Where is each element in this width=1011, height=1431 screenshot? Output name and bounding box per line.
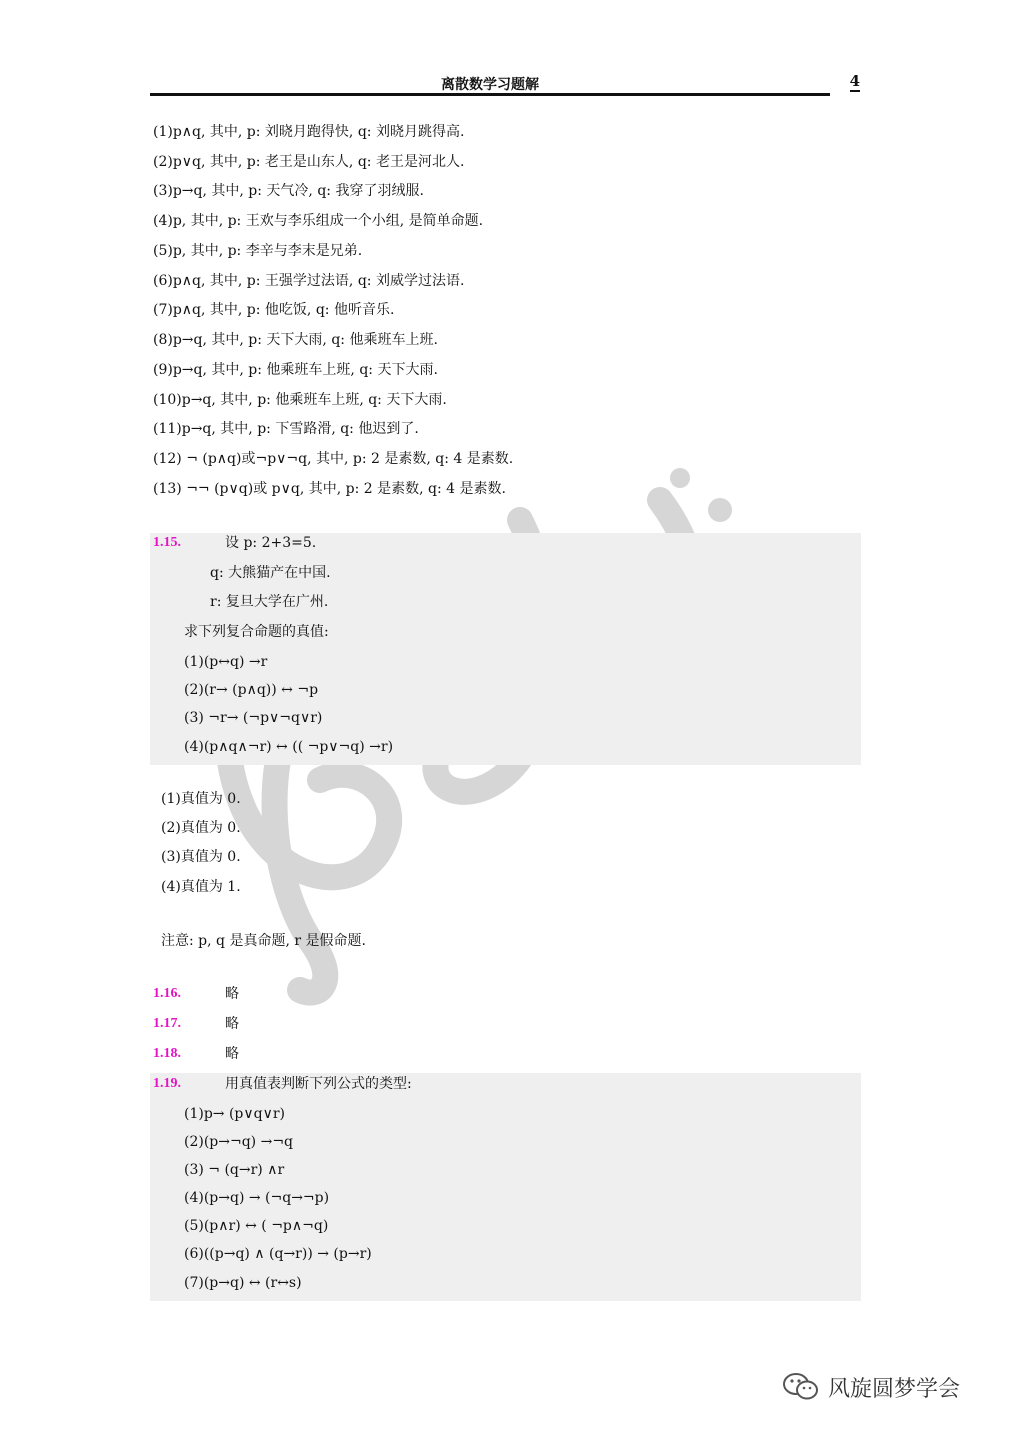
formula-item: (3) ¬r→ (¬p∨¬q∨r) [184,710,323,726]
problem-intro: 用真值表判断下列公式的类型: [225,1076,412,1092]
problem-number: 1.17. [153,1016,181,1031]
skipped-text: 略 [225,986,239,1002]
problem-number: 1.16. [153,986,181,1001]
formula-item: (2)(p→¬q) →¬q [184,1134,294,1150]
answer-line: (11)p→q, 其中, p: 下雪路滑, q: 他迟到了. [153,421,419,437]
answer-line: (4)真值为 1. [161,879,241,895]
answer-line: (4)p, 其中, p: 王欢与李乐组成一个小组, 是简单命题. [153,213,484,229]
brand-watermark [782,1370,960,1404]
answer-line: (2)p∨q, 其中, p: 老王是山东人, q: 老王是河北人. [153,154,465,170]
formula-item: (6)((p→q) ∧ (q→r)) → (p→r) [184,1246,372,1262]
answer-line: (3)真值为 0. [161,849,241,865]
header-title: 离散数学习题解 [441,77,539,93]
formula-item: (5)(p∧r) ↔ ( ¬p∧¬q) [184,1218,329,1234]
problem-intro: 设 p: 2+3=5. [225,535,317,551]
problem-number: 1.19. [153,1076,181,1091]
answer-line: (8)p→q, 其中, p: 天下大雨, q: 他乘班车上班. [153,332,438,348]
answer-line: (3)p→q, 其中, p: 天气冷, q: 我穿了羽绒服. [153,183,424,199]
formula-item: (7)(p→q) ↔ (r↔s) [184,1275,302,1291]
page-number: 4 [849,72,860,90]
answer-line: (13) ¬¬ (p∨q)或 p∨q, 其中, p: 2 是素数, q: 4 是素数. [153,481,506,497]
formula-item: (1)p→ (p∨q∨r) [184,1106,286,1122]
skipped-text: 略 [225,1046,239,1062]
answer-line: (5)p, 其中, p: 李辛与李末是兄弟. [153,243,363,259]
skipped-text: 略 [225,1016,239,1032]
problem-r-def: r: 复旦大学在广州. [210,594,329,610]
problem-ask: 求下列复合命题的真值: [184,624,329,640]
answer-line: (7)p∧q, 其中, p: 他吃饭, q: 他听音乐. [153,302,395,318]
answer-line: (12) ¬ (p∧q)或¬p∨¬q, 其中, p: 2 是素数, q: 4 是素数. [153,451,514,467]
formula-item: (1)(p↔q) →r [184,654,268,670]
note-line: 注意: p, q 是真命题, r 是假命题. [161,933,366,949]
problem-q-def: q: 大熊猫产在中国. [210,565,331,581]
answer-line: (10)p→q, 其中, p: 他乘班车上班, q: 天下大雨. [153,392,447,408]
brand-name: 风旋圆梦学会 [828,1376,961,1402]
formula-item: (4)(p∧q∧¬r) ↔ (( ¬p∨¬q) →r) [184,739,394,755]
formula-item: (4)(p→q) → (¬q→¬p) [184,1190,330,1206]
problem-number: 1.15. [153,535,181,550]
answer-line: (9)p→q, 其中, p: 他乘班车上班, q: 天下大雨. [153,362,438,378]
wechat-icon [782,1371,820,1403]
answer-line: (1)p∧q, 其中, p: 刘晓月跑得快, q: 刘晓月跳得高. [153,124,465,140]
answer-line: (1)真值为 0. [161,791,241,807]
problem-number: 1.18. [153,1046,181,1061]
answer-line: (6)p∧q, 其中, p: 王强学过法语, q: 刘威学过法语. [153,273,465,289]
header-rule [150,93,830,96]
page-header [150,72,860,96]
formula-item: (2)(r→ (p∧q)) ↔ ¬p [184,682,319,698]
answer-line: (2)真值为 0. [161,820,241,836]
formula-item: (3) ¬ (q→r) ∧r [184,1162,285,1178]
